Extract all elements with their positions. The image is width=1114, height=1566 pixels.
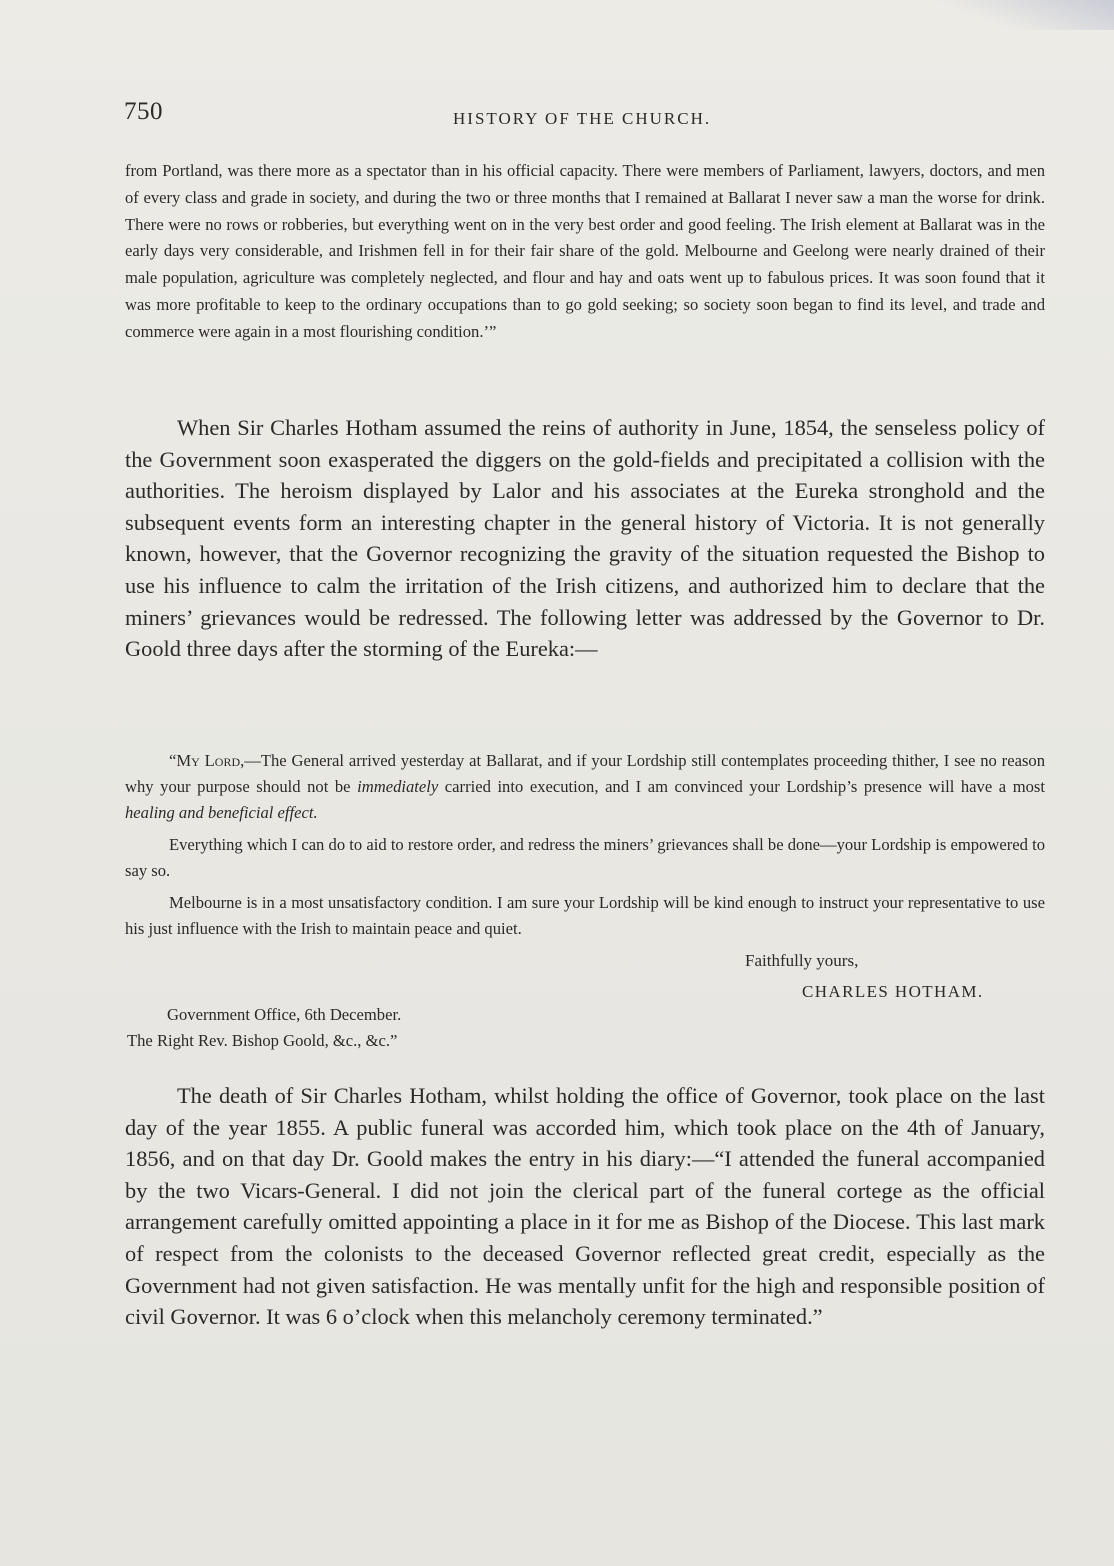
letter-text-b: carried into execution, and I am convinced your Lordship’s presence will have a most: [438, 777, 1045, 796]
quoted-passage-text: from Portland, was there more as a spectator than in his official capacity. There were members of Parliament, lawyers, doctors, and men of every class and grade in society, and during the two or three months that I remained at Ballarat I never saw a man the worse for drink. There were no rows or robberies, but everything went on in the very best order and good feeling. The Irish element at Ballarat was in the early days very considerable, and Irishmen fell in for their fair share of the gold. Melbourne and Geelong were nearly drained of their male population, agriculture was completely neglected, and flour and hay and oats went up to fabulous prices. It was soon found that it was more profitable to keep to the ordinary occupations than to go gold seeking; so society soon began to find its level, and trade and commerce were again in a most flourishing condition.’”: [125, 161, 1045, 341]
letter-paragraph-2: Everything which I can do to aid to restore order, and redress the miners’ grievances shall be done—your Lordship is empowered to say so.: [125, 835, 1045, 880]
letter-emphasis-effect: healing and beneficial effect.: [125, 803, 318, 822]
letter-text-a: —The General arrived yesterday at Ballarat, and if your Lordship still contemplates proceeding thither, I see no reason why your purpose should not be: [125, 751, 1045, 796]
governor-letter: [125, 748, 1045, 948]
letter-date: Government Office, 6th December.: [167, 1005, 402, 1024]
quoted-passage: [125, 158, 1045, 346]
body-paragraph-2-text: The death of Sir Charles Hotham, whilst holding the office of Governor, took place on the last day of the year 1855. A public funeral was accorded him, which took place on the 4th of January, 1856, and on that day Dr. Goold makes the entry in his diary:—“I attended the funeral accompanied by the two Vicars-General. I did not join the clerical part of the funeral cortege as the official arrangement carefully omitted appointing a place in it for me as Bishop of the Diocese. This last mark of respect from the colonists to the deceased Governor reflected great credit, especially as the Government had not given satisfaction. He was mentally unfit for the high and responsible position of civil Governor. It was 6 o’clock when this melancholy ceremony terminated.”: [125, 1083, 1045, 1330]
letter-paragraph-3: Melbourne is in a most unsatisfactory condition. I am sure your Lordship will be kind enough to instruct your representative to use his just influence with the Irish to maintain peace and quiet.: [125, 893, 1045, 938]
letter-paragraph-1: [125, 748, 1045, 826]
body-paragraph-1-text: When Sir Charles Hotham assumed the reins of authority in June, 1854, the senseless policy of the Government soon exasperated the diggers on the gold-fields and precipitated a collision with the authorities. The heroism displayed by Lalor and his associates at the Eureka stronghold and the subsequent events form an interesting chapter in the general history of Victoria. It is not generally known, however, that the Governor recognizing the gravity of the situation requested the Bishop to use his influence to calm the irritation of the Irish citizens, and authorized him to declare that the miners’ grievances would be redressed. The following letter was addressed by the Governor to Dr. Goold three days after the storming of the Eureka:—: [125, 415, 1045, 662]
body-paragraph-1: [125, 412, 1045, 665]
running-head: HISTORY OF THE CHURCH.: [453, 109, 712, 128]
letter-emphasis-immediately: immediately: [357, 777, 439, 796]
page-corner-shadow: [934, 0, 1114, 30]
page-number: 750: [124, 98, 163, 125]
letter-salutation: “My Lord,: [169, 751, 245, 770]
letter-dateline: [127, 1002, 401, 1054]
body-paragraph-2: [125, 1080, 1045, 1333]
letter-addressee: The Right Rev. Bishop Goold, &c., &c.”: [127, 1031, 398, 1050]
letter-closing: Faithfully yours,: [745, 951, 859, 970]
letter-signature: CHARLES HOTHAM.: [802, 982, 984, 1001]
